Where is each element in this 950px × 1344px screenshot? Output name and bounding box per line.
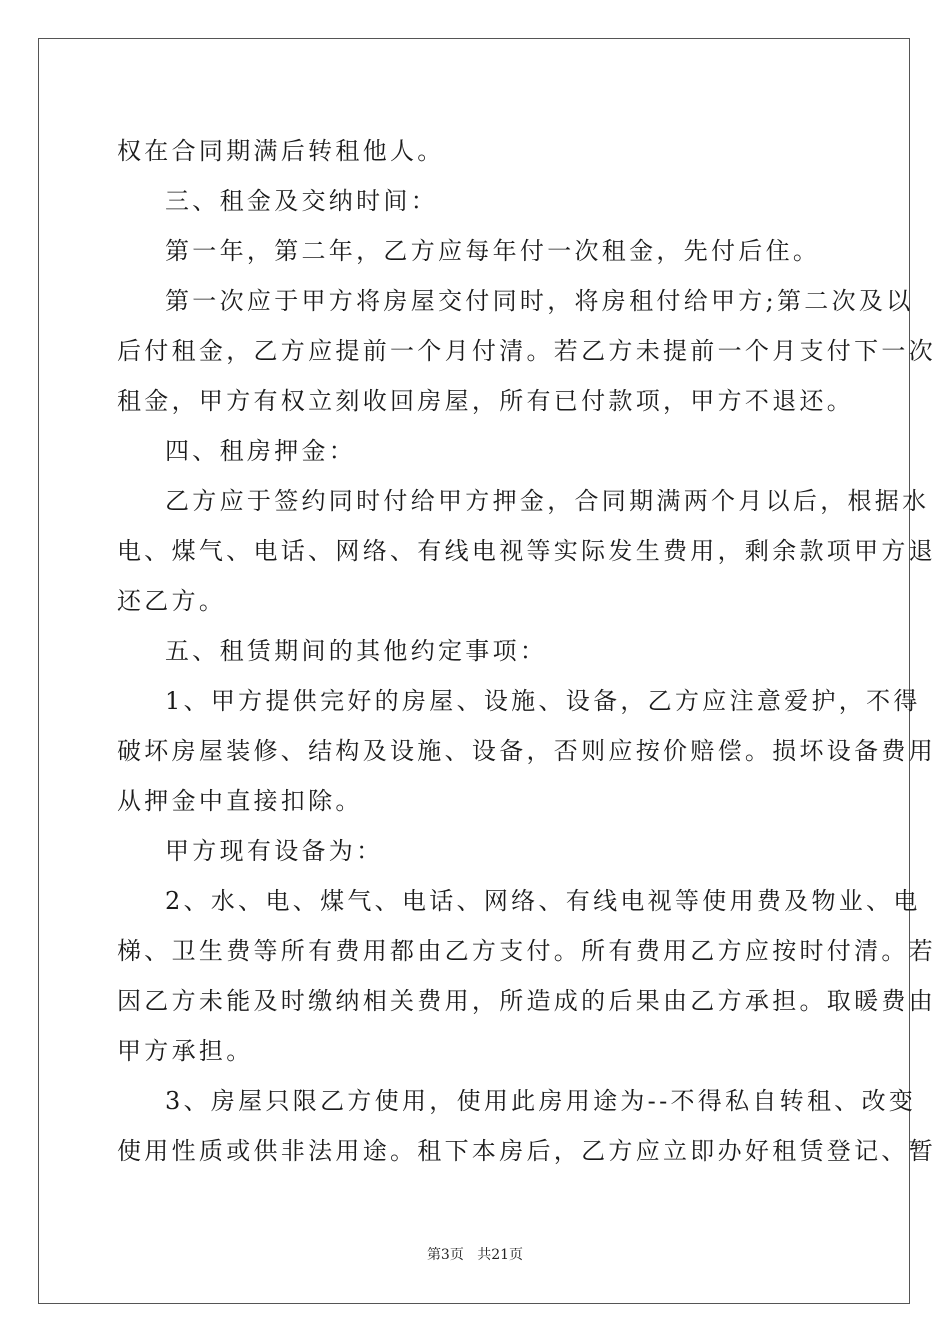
document-body (117, 126, 936, 1176)
total-pages-label: 共21页 (477, 1247, 524, 1263)
text-line: 从押金中直接扣除。 (117, 787, 363, 815)
text-line: 后付租金，乙方应提前一个月付清。若乙方未提前一个月支付下一次 (117, 337, 936, 365)
footer-spacer (464, 1247, 477, 1263)
text-line: 3、房屋只限乙方使用，使用此房用途为--不得私自转租、改变 (165, 1087, 917, 1115)
text-line: 电、煤气、电话、网络、有线电视等实际发生费用，剩余款项甲方退 (117, 537, 936, 565)
page-footer (0, 1245, 950, 1265)
text-line: 甲方现有设备为： (165, 837, 384, 865)
section-heading-rent: 三、租金及交纳时间： (165, 187, 438, 215)
text-line: 使用性质或供非法用途。租下本房后，乙方应立即办好租赁登记、暂 (117, 1137, 936, 1165)
text-line: 乙方应于签约同时付给甲方押金，合同期满两个月以后，根据水 (165, 487, 930, 515)
text-line: 甲方承担。 (117, 1037, 254, 1065)
text-line: 还乙方。 (117, 587, 227, 615)
section-heading-deposit: 四、租房押金： (165, 437, 357, 465)
text-line: 第一次应于甲方将房屋交付同时，将房租付给甲方;第二次及以 (165, 287, 914, 315)
text-line: 1、甲方提供完好的房屋、设施、设备，乙方应注意爱护，不得 (165, 687, 921, 715)
text-line: 2、水、电、煤气、电话、网络、有线电视等使用费及物业、电 (165, 887, 921, 915)
current-page-label: 第3页 (426, 1247, 464, 1263)
text-line: 破坏房屋装修、结构及设施、设备，否则应按价赔偿。损坏设备费用 (117, 737, 936, 765)
text-line: 因乙方未能及时缴纳相关费用，所造成的后果由乙方承担。取暖费由 (117, 987, 936, 1015)
text-line: 权在合同期满后转租他人。 (117, 137, 445, 165)
text-line: 梯、卫生费等所有费用都由乙方支付。所有费用乙方应按时付清。若 (117, 937, 936, 965)
text-line: 租金，甲方有权立刻收回房屋，所有已付款项，甲方不退还。 (117, 387, 855, 415)
section-heading-other-terms: 五、租赁期间的其他约定事项： (165, 637, 548, 665)
text-line: 第一年，第二年，乙方应每年付一次租金，先付后住。 (165, 237, 821, 265)
